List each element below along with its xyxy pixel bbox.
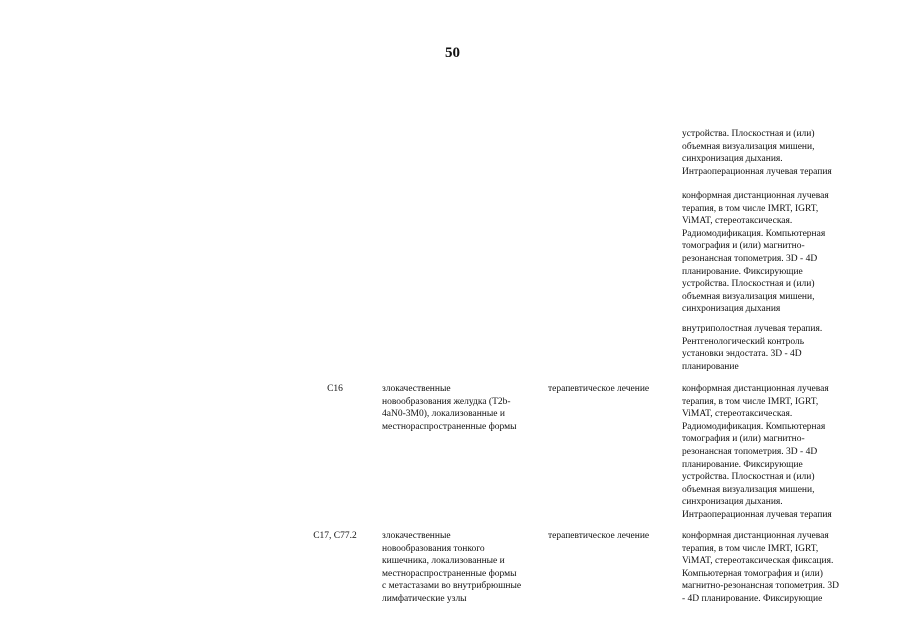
row-method: конформная дистанционная лучевая терапия, в том числе IMRT, IGRT, ViMAT, стереотаксическая. Радиомодификация. Компьютерная томография и (или) магнитно- резонансная топометрия. 3D - 4D планирование. Фиксирующие устройства. Плоскостная и (или) объемная визуализация мишени, синхронизация дыхания. Интраоперационная лучевая терапия [682, 384, 832, 520]
row-diagnosis: злокачественные новообразования желудка (T2b- 4aN0-3M0), локализованные и местнораспространенные формы [382, 384, 517, 432]
row-treatment: терапевтическое лечение [548, 384, 650, 394]
page-number: 50 [445, 45, 460, 61]
method-text-continued-2: конформная дистанционная лучевая терапия, в том числе IMRT, IGRT, ViMAT, стереотаксическая. Радиомодификация. Компьютерная томография и (или) магнитно- резонансная топометрия. 3D - 4D планирование. Фиксирующие устройства. Плоскостная и (или) объемная визуализация мишени, синхронизация дыхания [682, 191, 829, 315]
row-method: конформная дистанционная лучевая терапия, в том числе IMRT, IGRT, ViMAT, стереотаксическая фиксация. Компьютерная томография и (или) магнитно-резонансная топометрия. 3D - 4D планирование. Фиксирующие [682, 531, 840, 604]
method-text-continued-3: внутриполостная лучевая терапия. Рентгенологический контроль установки эндостата. 3D - 4D планирование [682, 324, 823, 372]
row-code: C17, C77.2 [313, 531, 357, 541]
row-diagnosis: злокачественные новообразования тонкого кишечника, локализованные и местнораспространенные формы с метастазами во внутрибрюшные лимфатические узлы [382, 531, 522, 604]
row-code: C16 [327, 384, 343, 394]
row-treatment: терапевтическое лечение [548, 531, 650, 541]
method-text-continued-1: устройства. Плоскостная и (или) объемная визуализация мишени, синхронизация дыхания. Интраоперационная лучевая терапия [682, 129, 832, 177]
